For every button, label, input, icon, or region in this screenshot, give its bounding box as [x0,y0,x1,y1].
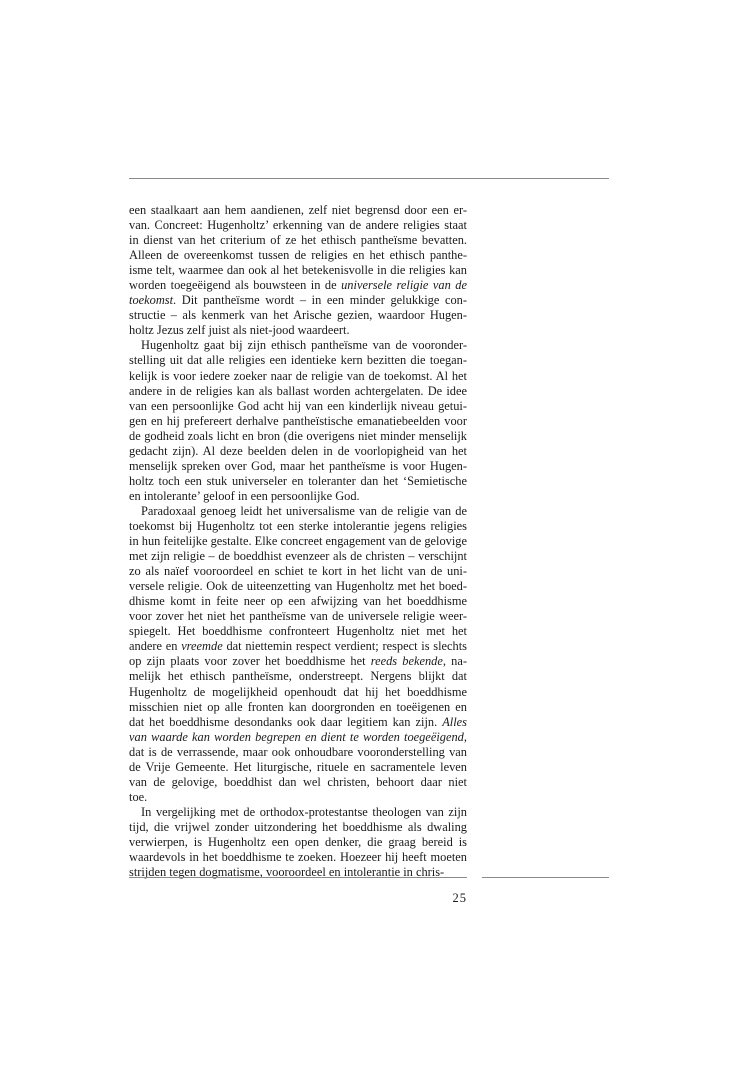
text-line [129,700,467,715]
text-run: , na- [442,654,467,669]
text-run: kelijk is voor iedere zoeker naar de religie van de toekomst. Al het [129,368,467,383]
paragraph [129,504,467,805]
text-run: waardevols in het boeddhisme te zoeken. Hoezeer hij heeft moeten [129,850,467,865]
text-line [129,820,467,835]
text-line [129,308,467,323]
text-line [129,564,467,579]
text-run: voor zover het niet het pantheïsme van de universele religie weer- [129,609,467,624]
text-line [129,369,467,384]
text-line [129,519,467,534]
margin-footer-rule [482,877,609,878]
text-line [129,624,467,639]
text-run: dat het boeddhisme desondanks ook daar legitiem kan zijn. [129,714,443,729]
text-run: dhisme komt in feite neer op een afwijzing van het boeddhisme [129,594,467,609]
paragraph [129,338,467,504]
text-run: een staalkaart aan hem aandienen, zelf niet begrensd door een er- [129,203,467,217]
header-rule [129,178,609,179]
text-run: isme telt, waarmee dan ook al het betekenisvolle in die religies kan [129,263,467,278]
italic-text: reeds bekende [370,654,443,669]
text-line [129,218,467,233]
text-line [129,730,467,745]
text-run: van. Concreet: Hugenholtz’ erkenning van de andere religies staat [129,218,467,233]
text-line [129,654,467,669]
text-run: andere en [129,639,182,654]
text-line [129,278,467,293]
text-line [129,579,467,594]
text-line [129,444,467,459]
text-run: van de gelovige, boeddhist dan wel christen, behoort daar niet [129,774,467,789]
text-run: , [463,729,467,744]
text-run: tijd, die vrijwel zonder uitzondering het boeddhisme als dwaling [129,819,467,834]
italic-text: universele religie van de [341,278,467,293]
text-line [129,639,467,654]
text-line [129,233,467,248]
text-run: verwierpen, is Hugenholtz een open denker, die graag bereid is [129,834,467,849]
text-run: in dienst van het criterium of ze het ethisch pantheïsme bevatten. [129,233,467,248]
text-line [129,504,467,519]
text-run: . Dit pantheïsme wordt – in een minder gelukkige con- [173,293,467,308]
text-line [129,414,467,429]
text-line [129,775,467,790]
text-run: menselijk spreken over God, maar het pantheïsme is voor Hugen- [129,458,467,473]
text-line [129,338,467,353]
text-run: in hun feitelijke gestalte. Elke concreet engagement van de gelovige [129,534,467,549]
text-line [129,248,467,263]
paragraph [129,805,467,880]
body-text [129,203,467,880]
text-line [129,805,467,820]
text-line [129,399,467,414]
text-line [129,790,467,805]
page-number: 25 [452,891,467,905]
text-run: versele religie. Ook de uiteenzetting van Hugenholtz met het boed- [129,579,467,594]
text-run: dat is de verrassende, maar ook onhoudbare vooronderstelling van [129,744,467,759]
text-line [129,323,467,338]
text-line [129,353,467,368]
text-run: Alleen de overeenkomst tussen de religies en het ethisch panthe- [129,248,467,263]
text-run: spiegelt. Het boeddhisme confronteert Hugenholtz niet met het [129,624,467,639]
text-run: structie – als kenmerk van het Arische gezien, waardoor Hugen- [129,308,467,323]
text-run: misschien niet op alle fronten kan doorgronden en toeëigenen en [129,699,467,714]
text-line [129,203,467,218]
text-run: strijden tegen dogmatisme, vooroordeel en intolerantie in chris- [129,865,445,880]
text-line [129,594,467,609]
italic-text: Alles [442,714,467,729]
text-run: holtz toch een stuk universeler en toleranter dan het ‘Semietische [129,473,467,488]
text-line [129,850,467,865]
text-run: toe. [129,789,148,804]
text-line [129,384,467,399]
text-line [129,685,467,700]
text-run: zo als naïef vooroordeel en schiet te kort in het licht van de uni- [129,564,467,579]
text-line [129,534,467,549]
text-run: holtz Jezus zelf juist als niet-jood waardeert. [129,323,350,338]
text-line [129,760,467,775]
text-run: de Vrije Gemeente. Het liturgische, rituele en sacramentele leven [129,759,467,774]
text-run: gen en hij prefereert derhalve pantheïstische emanatiebeelden voor [129,413,467,428]
text-run: van een persoonlijke God acht hij van een kinderlijk niveau getui- [129,398,467,413]
text-line [129,429,467,444]
text-line [129,745,467,760]
text-run: worden toegeëigend als bouwsteen in de [129,278,342,293]
italic-text: vreemde [181,639,223,654]
text-run: dat niettemin respect verdient; respect is slechts [222,639,467,654]
text-line [129,835,467,850]
italic-text: toekomst [129,293,174,308]
text-line [129,489,467,504]
text-line [129,474,467,489]
text-line [129,293,467,308]
text-run: toekomst bij Hugenholtz tot een sterke intolerantie jegens religies [129,518,467,533]
footer-rule [129,877,467,878]
text-line [129,459,467,474]
text-line [129,263,467,278]
text-run: gedacht zijn). Al deze beelden delen in de voorlopigheid van het [129,443,467,458]
paragraph [129,203,467,338]
italic-text: van waarde kan worden begrepen en dient te worden toegeëigend [129,729,464,744]
text-run: stelling uit dat alle religies een identieke kern bezitten die toegan- [129,353,467,368]
text-line [129,549,467,564]
text-line [129,715,467,730]
text-run: Paradoxaal genoeg leidt het universalisme van de religie van de [141,503,467,518]
text-run: In vergelijking met de orthodox-protestantse theologen van zijn [141,804,467,819]
text-run: andere in de religies kan als ballast worden achtergelaten. De idee [129,383,467,398]
text-run: Hugenholtz de mogelijkheid openhoudt dat hij het boeddhisme [129,684,467,699]
text-run: Hugenholtz gaat bij zijn ethisch pantheïsme van de vooronder- [141,338,467,353]
text-run: de godheid zoals licht en bron (die overigens niet minder menselijk [129,428,467,443]
text-run: melijk het ethisch pantheïsme, onderstreept. Nergens blijkt dat [129,669,467,684]
text-line [129,669,467,684]
text-run: en intolerante’ geloof in een persoonlijke God. [129,488,360,503]
text-line [129,609,467,624]
text-run: op zijn plaats voor zover het boeddhisme het [129,654,371,669]
text-run: met zijn religie – de boeddhist evenzeer als de christen – verschijnt [129,549,467,564]
